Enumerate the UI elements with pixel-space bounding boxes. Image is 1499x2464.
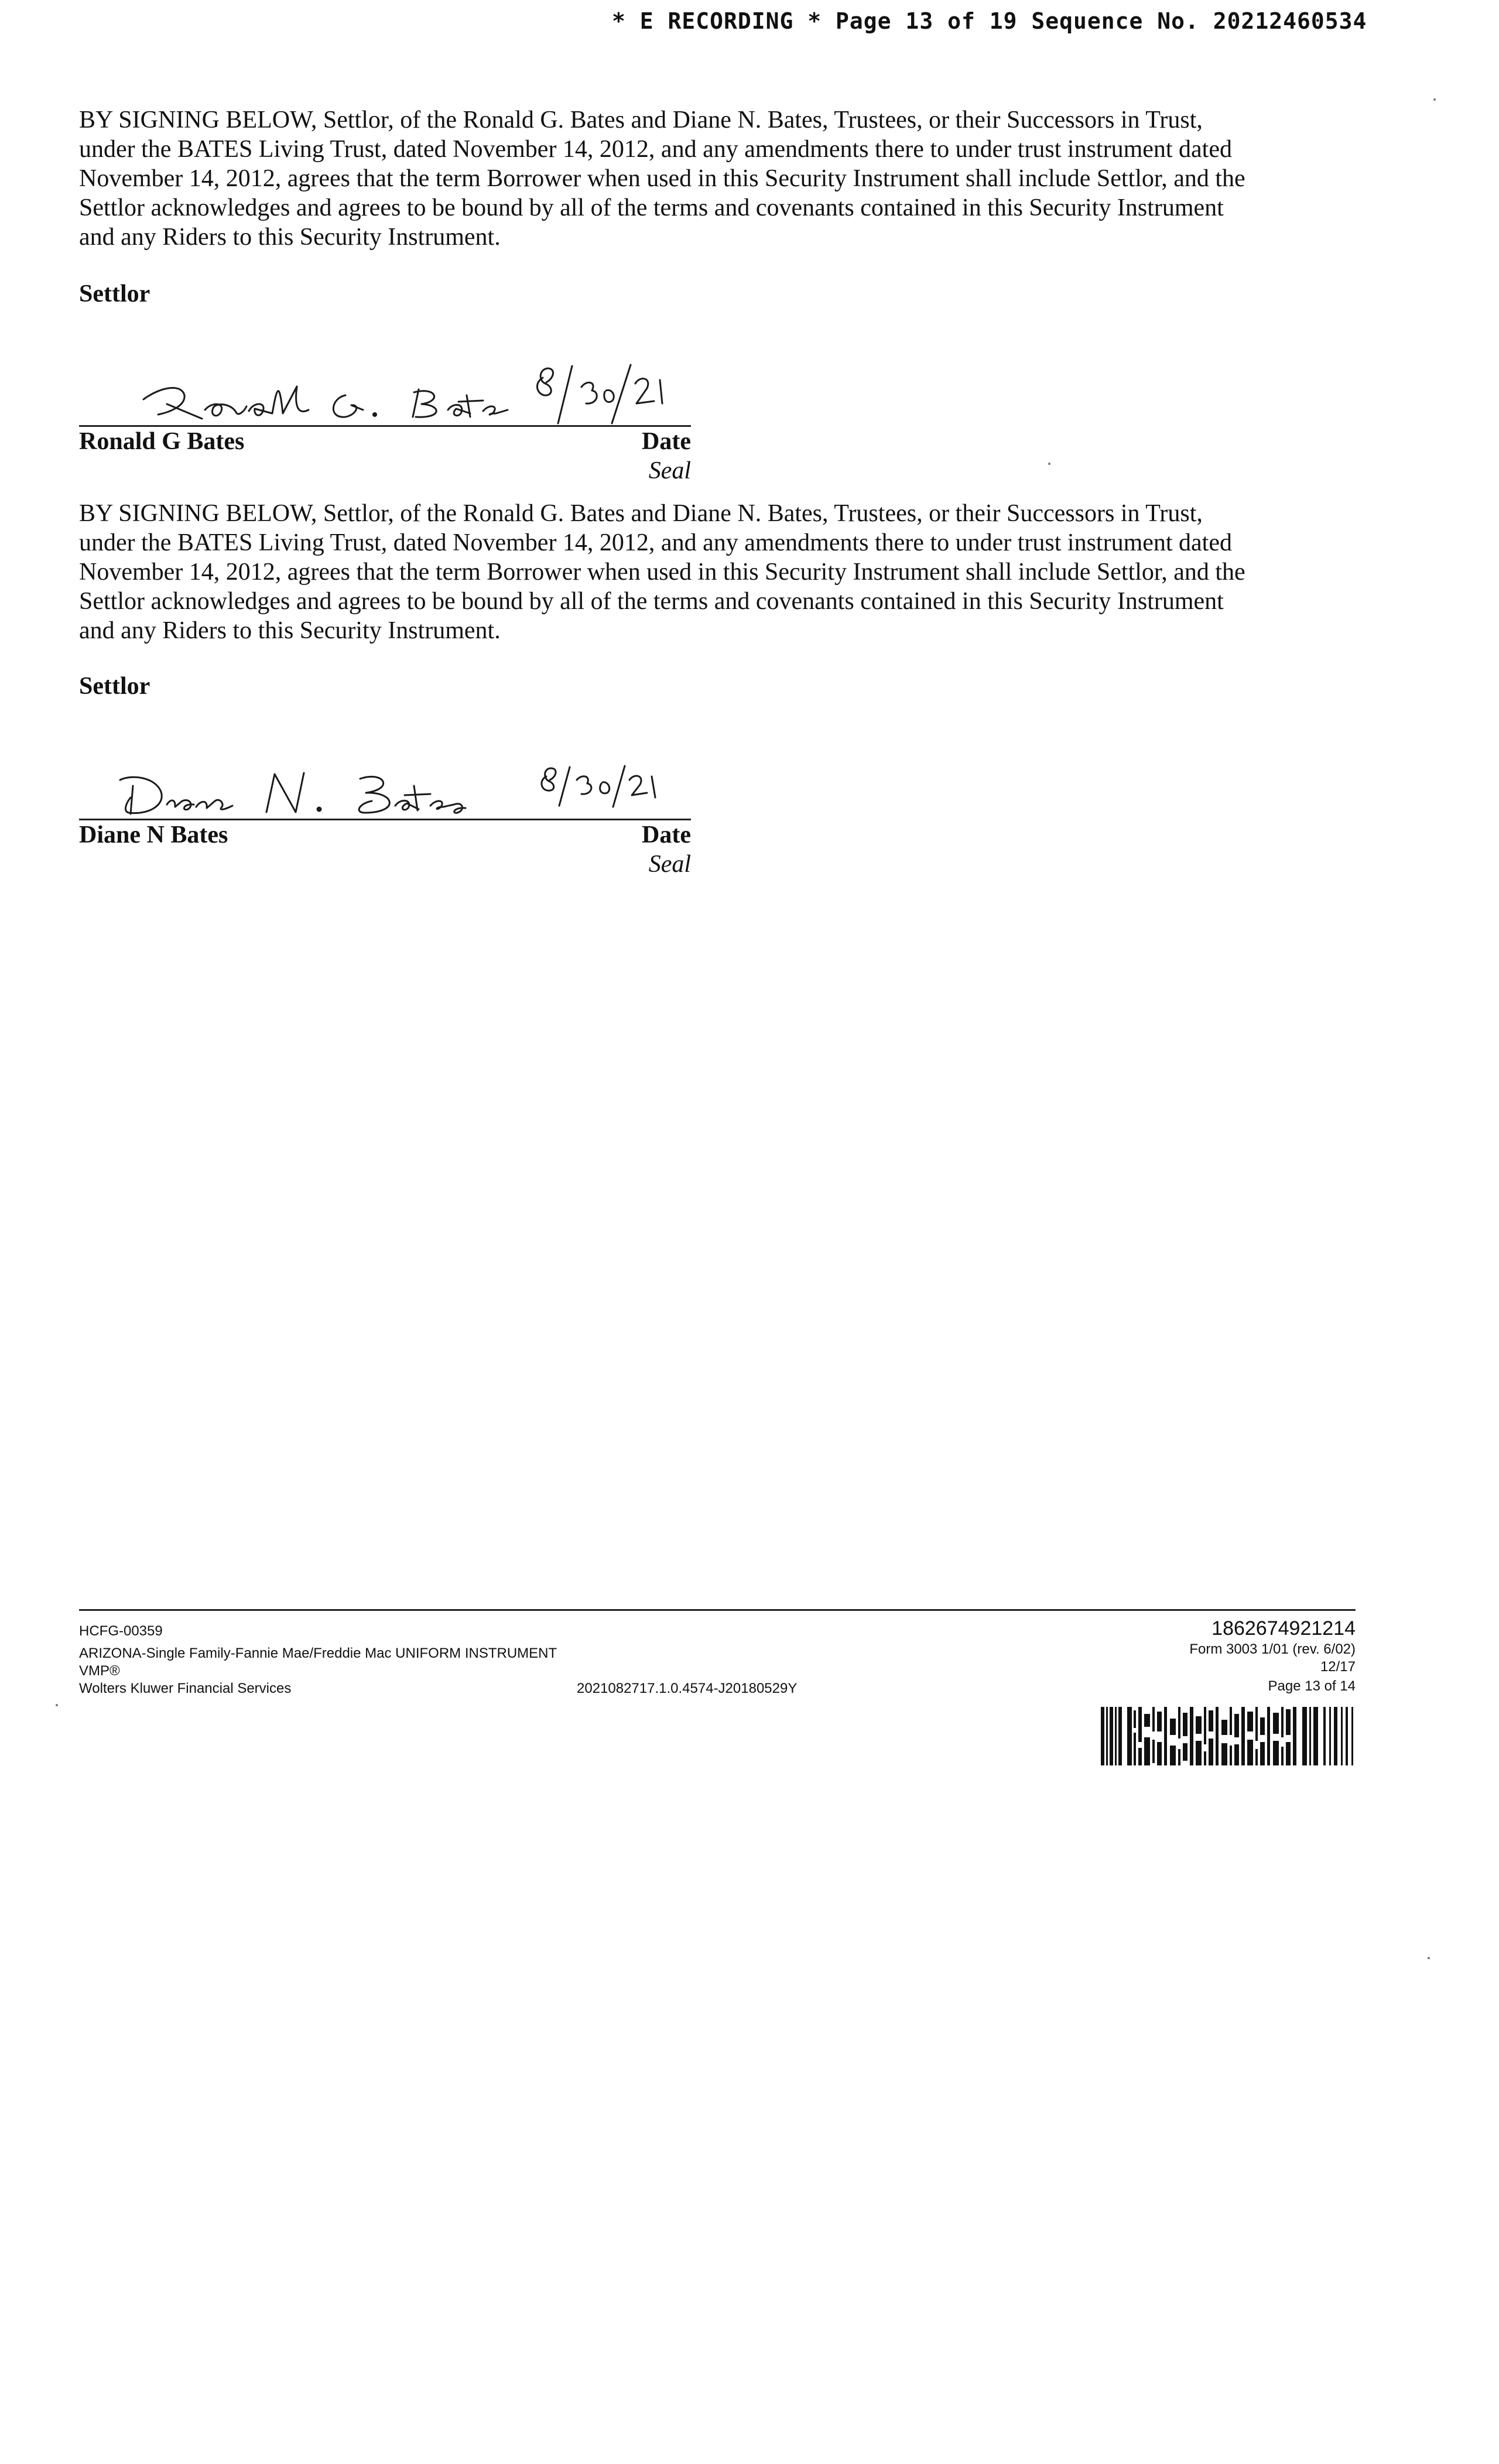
form-code: HCFG-00359 [79, 1623, 163, 1639]
publisher: Wolters Kluwer Financial Services [79, 1681, 292, 1696]
seal-label: Seal [648, 457, 691, 484]
signature-block-ronald [79, 386, 691, 504]
signature-line [79, 425, 691, 427]
barcode [1101, 1707, 1356, 1765]
settlor-heading-2: Settlor [79, 673, 150, 700]
footer-rule [79, 1609, 1356, 1611]
scan-speck [1428, 1957, 1430, 1959]
settlor-paragraph-1 [79, 105, 1367, 252]
settlor-paragraph-2 [79, 499, 1367, 645]
scan-speck [1048, 463, 1050, 465]
signature-block-diane [79, 780, 691, 897]
paragraph-line: Settlor acknowledges and agrees to be bound by all of the terms and covenants contained in this Security Instrument [79, 588, 1224, 615]
paragraph-line: November 14, 2012, agrees that the term Borrower when used in this Security Instrument shall include Settlor, and the [79, 559, 1245, 586]
paragraph-line: and any Riders to this Security Instrument. [79, 224, 501, 251]
date-label: Date [642, 428, 691, 455]
recording-header: * E RECORDING * Page 13 of 19 Sequence No. 20212460534 [612, 8, 1367, 34]
paragraph-line: under the BATES Living Trust, dated November 14, 2012, and any amendments there to under trust instrument dated [79, 529, 1232, 556]
handwritten-date-diane [536, 757, 676, 815]
page-of: Page 13 of 14 [1268, 1678, 1356, 1694]
paragraph-line: and any Riders to this Security Instrument. [79, 617, 501, 644]
signer-name-ronald: Ronald G Bates [79, 428, 245, 455]
vmp-mark: VMP® [79, 1663, 120, 1679]
instrument-title: ARIZONA-Single Family-Fannie Mae/Freddie Mac UNIFORM INSTRUMENT [79, 1645, 557, 1661]
handwritten-date-ronald [530, 354, 682, 427]
paragraph-line: BY SIGNING BELOW, Settlor, of the Ronald G. Bates and Diane N. Bates, Trustees, or their Successors in Trust, [79, 107, 1203, 134]
form-date: 12/17 [1320, 1659, 1356, 1675]
seal-label: Seal [648, 851, 691, 878]
form-number: Form 3003 1/01 (rev. 6/02) [1189, 1641, 1356, 1657]
loan-number: 1862674921214 [1211, 1617, 1356, 1640]
paragraph-line: November 14, 2012, agrees that the term Borrower when used in this Security Instrument shall include Settlor, and the [79, 165, 1245, 192]
signature-line [79, 819, 691, 820]
paragraph-line: under the BATES Living Trust, dated November 14, 2012, and any amendments there to under trust instrument dated [79, 136, 1232, 163]
scan-speck [1433, 98, 1436, 101]
paragraph-line: Settlor acknowledges and agrees to be bound by all of the terms and covenants contained in this Security Instrument [79, 194, 1224, 221]
signer-name-diane: Diane N Bates [79, 822, 228, 848]
date-label: Date [642, 822, 691, 848]
document-id: 2021082717.1.0.4574-J20180529Y [577, 1681, 798, 1696]
paragraph-line: BY SIGNING BELOW, Settlor, of the Ronald G. Bates and Diane N. Bates, Trustees, or their Successors in Trust, [79, 500, 1203, 527]
scan-speck [56, 1704, 58, 1706]
settlor-heading-1: Settlor [79, 280, 150, 307]
